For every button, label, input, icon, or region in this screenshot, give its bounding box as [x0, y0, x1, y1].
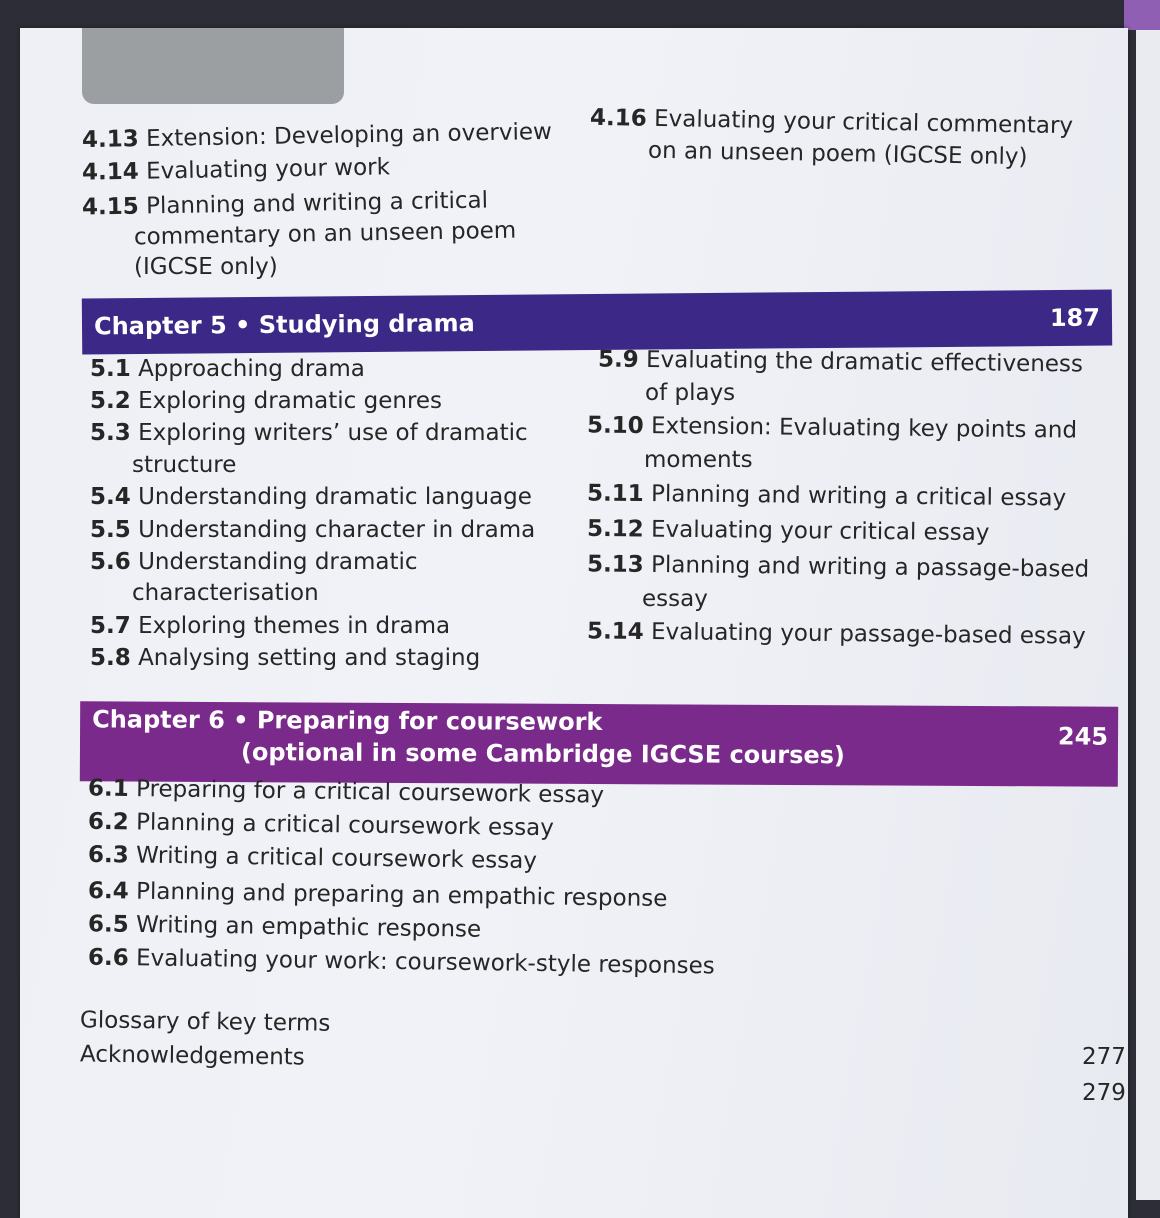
toc-entry-5-1: 5.1 Approaching drama	[90, 356, 365, 382]
toc-entry-4-15-cont: commentary on an unseen poem	[133, 217, 517, 251]
acknowledgements-page: 279	[1082, 1080, 1126, 1106]
toc-entry-5-9: 5.9 Evaluating the dramatic effectiveness	[597, 346, 1084, 378]
toc-entry-5-3: 5.3 Exploring writers’ use of dramatic	[90, 420, 528, 446]
toc-entry-4-14: 4.14 Evaluating your work	[81, 154, 391, 186]
toc-entry-5-14: 5.14 Evaluating your passage-based essay	[586, 618, 1086, 650]
toc-entry-5-5: 5.5 Understanding character in drama	[90, 517, 536, 543]
toc-entry-5-13-cont: essay	[642, 586, 708, 612]
adjacent-page-purple-edge	[1124, 0, 1160, 30]
toc-entry-5-7: 5.7 Exploring themes in drama	[90, 613, 451, 639]
toc-entry-5-13: 5.13 Planning and writing a passage-based	[586, 551, 1090, 583]
toc-entry-6-5: 6.5 Writing an empathic response	[87, 911, 482, 943]
toc-entry-4-16: 4.16 Evaluating your critical commentary	[589, 104, 1074, 140]
glossary-entry: Glossary of key terms	[79, 1007, 331, 1037]
toc-entry-4-13: 4.13 Extension: Developing an overview	[81, 118, 553, 154]
adjacent-page-edge	[1136, 30, 1160, 1200]
chapter-6-title: Chapter 6 • Preparing for coursework	[92, 705, 603, 737]
glossary-page: 277	[1082, 1044, 1126, 1070]
toc-entry-4-15-cont: (IGCSE only)	[134, 254, 278, 280]
page-tab	[82, 28, 344, 104]
toc-entry-5-10: 5.10 Extension: Evaluating key points and	[586, 412, 1078, 444]
chapter-5-heading-bar	[82, 290, 1112, 355]
chapter-5-title: Chapter 5 • Studying drama	[93, 309, 475, 341]
toc-entry-5-3-cont: structure	[132, 452, 237, 478]
toc-entry-6-3: 6.3 Writing a critical coursework essay	[87, 841, 538, 875]
acknowledgements-entry: Acknowledgements	[79, 1041, 305, 1071]
toc-entry-4-16-cont: on an unseen poem (IGCSE only)	[647, 137, 1028, 171]
toc-entry-5-8: 5.8 Analysing setting and staging	[90, 645, 481, 671]
toc-entry-5-10-cont: moments	[644, 447, 753, 473]
toc-entry-5-6-cont: characterisation	[132, 580, 319, 606]
chapter-6-subtitle: (optional in some Cambridge IGCSE courses)	[240, 738, 846, 770]
toc-entry-4-15: 4.15 Planning and writing a critical	[81, 187, 489, 221]
toc-entry-5-12: 5.12 Evaluating your critical essay	[586, 515, 990, 547]
toc-entry-6-4: 6.4 Planning and preparing an empathic response	[87, 877, 668, 913]
toc-entry-5-6: 5.6 Understanding dramatic	[90, 549, 418, 575]
toc-entry-5-9-cont: of plays	[645, 380, 736, 406]
toc-entry-5-11: 5.11 Planning and writing a critical essay	[586, 480, 1067, 512]
toc-entry-5-2: 5.2 Exploring dramatic genres	[90, 388, 443, 414]
toc-entry-6-6: 6.6 Evaluating your work: coursework-style responses	[87, 944, 715, 980]
toc-entry-6-2: 6.2 Planning a critical coursework essay	[87, 808, 555, 842]
toc-entry-5-4: 5.4 Understanding dramatic language	[90, 484, 532, 510]
contents-page	[20, 28, 1128, 1218]
toc-entry-6-1: 6.1 Preparing for a critical coursework essay	[87, 775, 605, 809]
chapter-6-page: 245	[1057, 722, 1109, 751]
chapter-5-page: 187	[1049, 303, 1101, 333]
